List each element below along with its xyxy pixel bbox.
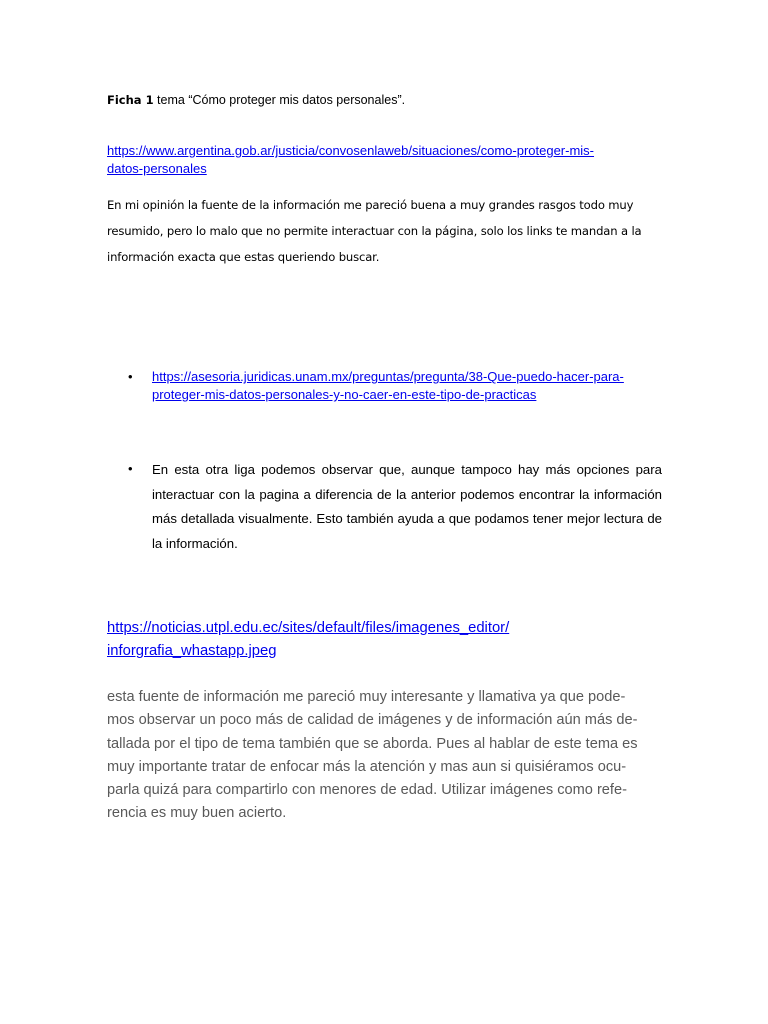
source-link-2-line1[interactable]: https://asesoria.juridicas.unam.mx/preguntas/pregunta/38-Que-puedo-hacer-para- [152,369,624,384]
source-link-2[interactable] [152,368,662,404]
opinion-line-3: información exacta que estas queriendo buscar. [107,250,380,264]
source-link-1-line2[interactable]: datos-personales [107,161,207,176]
document-title [107,91,662,109]
title-rest: tema “Cómo proteger mis datos personales”. [153,93,406,107]
bullet-marker: • [128,461,133,476]
opinion-line-2: resumido, pero lo malo que no permite interactuar con la página, solo los links te mandan a la [107,224,642,238]
bullet-paragraph: En esta otra liga podemos observar que, aunque tampoco hay más opciones para interactuar con la pagina a diferencia de la anterior podemos encontrar la información más detallada visualmente. Esto también ayuda a que podamos tener mejor lectura de la información. [152,462,662,551]
source-link-1-line1[interactable]: https://www.argentina.gob.ar/justicia/convosenlaweb/situaciones/como-proteger-mis- [107,143,595,158]
source-link-3-line1[interactable]: https://noticias.utpl.edu.ec/sites/default/files/imagenes_editor/ [107,620,510,636]
source-link-1[interactable] [107,142,662,178]
closing-line-4: muy importante tratar de enfocar más la atención y mas aun si quisiéramos ocu- [107,758,627,775]
closing-line-5: parla quizá para compartirlo con menores de edad. Utilizar imágenes como refe- [107,782,627,799]
opinion-paragraph [107,192,662,270]
title-lead: Ficha 1 [107,93,154,107]
opinion-line-1: En mi opinión la fuente de la información me pareció buena a muy grandes rasgos todo muy [107,198,634,212]
closing-line-1: esta fuente de información me pareció muy interesante y llamativa ya que pode- [107,689,626,705]
closing-line-6: rencia es muy buen acierto. [107,805,287,822]
source-link-2-line2[interactable]: proteger-mis-datos-personales-y-no-caer-en-este-tipo-de-practicas [152,387,537,402]
closing-line-3: tallada por el tipo de tema también que se aborda. Pues al hablar de este tema es [107,735,638,752]
closing-line-2: mos observar un poco más de calidad de imágenes y de información aún más de- [107,712,638,729]
closing-paragraph [107,686,662,826]
bullet-marker: • [128,369,133,384]
source-link-3[interactable] [107,617,662,663]
source-link-3-line2[interactable]: inforgrafia_whastapp.jpeg [107,643,277,659]
